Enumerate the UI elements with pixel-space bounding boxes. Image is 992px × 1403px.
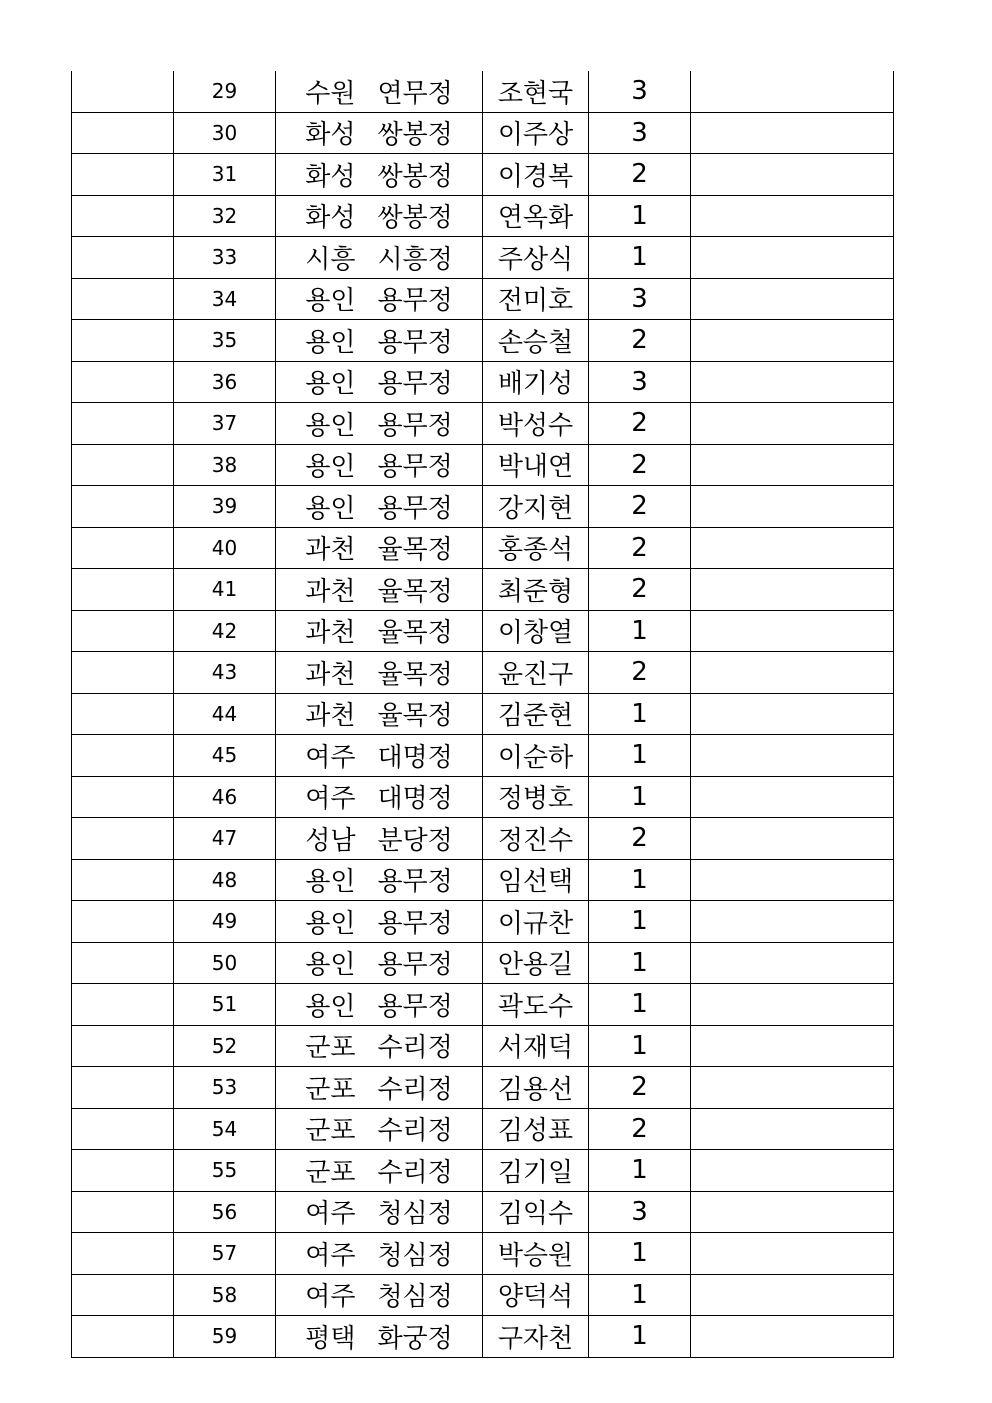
count-cell: 1	[589, 1233, 691, 1275]
member-name: 서재덕	[483, 1025, 589, 1067]
club-name: 청심정	[377, 1199, 453, 1230]
row-number: 52	[174, 1025, 276, 1067]
row-number: 35	[174, 320, 276, 362]
table-row	[72, 71, 894, 112]
club-region: 여주	[305, 742, 356, 773]
member-name: 김용선	[483, 1067, 589, 1109]
club-cell	[276, 486, 483, 528]
member-name: 조현국	[483, 71, 589, 112]
note-cell	[691, 776, 894, 818]
club-cell	[276, 71, 483, 112]
club-region: 과천	[305, 701, 356, 732]
count-cell: 1	[589, 237, 691, 279]
member-name: 이주상	[483, 112, 589, 154]
club-name: 수리정	[377, 1157, 453, 1188]
member-name: 연옥화	[483, 195, 589, 237]
table-row	[72, 1191, 894, 1233]
table-row	[72, 237, 894, 279]
club-region: 용인	[305, 908, 356, 939]
club-name: 청심정	[377, 1240, 453, 1271]
note-cell	[691, 1316, 894, 1358]
note-cell	[691, 444, 894, 486]
club-region: 여주	[305, 784, 356, 815]
table-row	[72, 361, 894, 403]
table-row	[72, 486, 894, 528]
club-cell	[276, 444, 483, 486]
club-name: 율목정	[377, 535, 453, 566]
note-cell	[691, 1067, 894, 1109]
table-row	[72, 278, 894, 320]
member-name: 배기성	[483, 361, 589, 403]
row-number: 36	[174, 361, 276, 403]
row-number: 41	[174, 569, 276, 611]
club-region: 과천	[305, 535, 356, 566]
table-row	[72, 320, 894, 362]
blank-cell	[72, 610, 174, 652]
row-number: 32	[174, 195, 276, 237]
row-number: 38	[174, 444, 276, 486]
club-cell	[276, 901, 483, 943]
club-cell	[276, 320, 483, 362]
blank-cell	[72, 278, 174, 320]
club-name: 쌍봉정	[377, 161, 453, 192]
row-number: 40	[174, 527, 276, 569]
table-row	[72, 1316, 894, 1358]
row-number: 57	[174, 1233, 276, 1275]
participant-table	[71, 71, 894, 1358]
club-name: 율목정	[377, 701, 453, 732]
member-name: 정진수	[483, 818, 589, 860]
count-cell: 2	[589, 652, 691, 694]
count-cell: 2	[589, 320, 691, 362]
member-name: 전미호	[483, 278, 589, 320]
club-region: 군포	[305, 1116, 356, 1147]
table-row	[72, 735, 894, 777]
row-number: 30	[174, 112, 276, 154]
blank-cell	[72, 320, 174, 362]
count-cell: 2	[589, 486, 691, 528]
note-cell	[691, 818, 894, 860]
blank-cell	[72, 361, 174, 403]
club-region: 용인	[305, 410, 356, 441]
club-cell	[276, 1108, 483, 1150]
club-region: 화성	[305, 161, 356, 192]
note-cell	[691, 320, 894, 362]
blank-cell	[72, 1316, 174, 1358]
note-cell	[691, 486, 894, 528]
row-number: 47	[174, 818, 276, 860]
club-name: 화궁정	[377, 1323, 453, 1354]
club-region: 과천	[305, 618, 356, 649]
blank-cell	[72, 195, 174, 237]
blank-cell	[72, 776, 174, 818]
count-cell: 3	[589, 112, 691, 154]
member-name: 김기일	[483, 1150, 589, 1192]
club-name: 수리정	[377, 1033, 453, 1064]
member-name: 안용길	[483, 942, 589, 984]
club-name: 용무정	[377, 867, 453, 898]
blank-cell	[72, 1191, 174, 1233]
club-region: 화성	[305, 203, 356, 234]
note-cell	[691, 693, 894, 735]
member-name: 곽도수	[483, 984, 589, 1026]
count-cell: 2	[589, 818, 691, 860]
club-cell	[276, 1274, 483, 1316]
note-cell	[691, 901, 894, 943]
member-name: 강지현	[483, 486, 589, 528]
row-number: 33	[174, 237, 276, 279]
club-cell	[276, 735, 483, 777]
row-number: 37	[174, 403, 276, 445]
club-region: 용인	[305, 950, 356, 981]
club-name: 청심정	[377, 1282, 453, 1313]
club-name: 용무정	[377, 908, 453, 939]
note-cell	[691, 1191, 894, 1233]
note-cell	[691, 195, 894, 237]
note-cell	[691, 859, 894, 901]
table-row	[72, 984, 894, 1026]
club-region: 성남	[305, 825, 356, 856]
club-region: 용인	[305, 867, 356, 898]
row-number: 51	[174, 984, 276, 1026]
club-region: 용인	[305, 991, 356, 1022]
count-cell: 1	[589, 901, 691, 943]
club-cell	[276, 237, 483, 279]
count-cell: 1	[589, 1150, 691, 1192]
club-cell	[276, 195, 483, 237]
club-cell	[276, 569, 483, 611]
club-name: 대명정	[377, 742, 453, 773]
count-cell: 2	[589, 569, 691, 611]
note-cell	[691, 984, 894, 1026]
row-number: 44	[174, 693, 276, 735]
blank-cell	[72, 901, 174, 943]
table-row	[72, 112, 894, 154]
member-name: 이경복	[483, 154, 589, 196]
club-region: 용인	[305, 286, 356, 317]
club-name: 시흥정	[377, 244, 453, 275]
member-name: 임선택	[483, 859, 589, 901]
count-cell: 3	[589, 278, 691, 320]
club-cell	[276, 112, 483, 154]
table-row	[72, 1067, 894, 1109]
row-number: 58	[174, 1274, 276, 1316]
table-row	[72, 776, 894, 818]
club-cell	[276, 1067, 483, 1109]
club-region: 용인	[305, 369, 356, 400]
table-row	[72, 610, 894, 652]
club-name: 용무정	[377, 950, 453, 981]
count-cell: 3	[589, 71, 691, 112]
member-name: 김익수	[483, 1191, 589, 1233]
row-number: 50	[174, 942, 276, 984]
row-number: 53	[174, 1067, 276, 1109]
member-name: 김성표	[483, 1108, 589, 1150]
club-region: 수원	[305, 78, 356, 109]
blank-cell	[72, 818, 174, 860]
club-region: 여주	[305, 1282, 356, 1313]
club-name: 쌍봉정	[377, 120, 453, 151]
row-number: 42	[174, 610, 276, 652]
count-cell: 3	[589, 361, 691, 403]
row-number: 59	[174, 1316, 276, 1358]
club-cell	[276, 1233, 483, 1275]
blank-cell	[72, 984, 174, 1026]
club-name: 용무정	[377, 369, 453, 400]
note-cell	[691, 361, 894, 403]
note-cell	[691, 1108, 894, 1150]
table-row	[72, 818, 894, 860]
club-name: 율목정	[377, 618, 453, 649]
club-name: 용무정	[377, 452, 453, 483]
count-cell: 1	[589, 735, 691, 777]
note-cell	[691, 403, 894, 445]
club-cell	[276, 527, 483, 569]
table-row	[72, 1025, 894, 1067]
blank-cell	[72, 1025, 174, 1067]
note-cell	[691, 735, 894, 777]
club-name: 율목정	[377, 659, 453, 690]
note-cell	[691, 1150, 894, 1192]
club-cell	[276, 652, 483, 694]
note-cell	[691, 610, 894, 652]
club-region: 용인	[305, 452, 356, 483]
club-name: 대명정	[377, 784, 453, 815]
count-cell: 2	[589, 403, 691, 445]
club-name: 수리정	[377, 1116, 453, 1147]
blank-cell	[72, 1108, 174, 1150]
member-name: 이순하	[483, 735, 589, 777]
club-name: 쌍봉정	[377, 203, 453, 234]
blank-cell	[72, 1150, 174, 1192]
count-cell: 1	[589, 859, 691, 901]
table-row	[72, 1150, 894, 1192]
club-name: 율목정	[377, 576, 453, 607]
blank-cell	[72, 1274, 174, 1316]
club-region: 화성	[305, 120, 356, 151]
count-cell: 2	[589, 444, 691, 486]
blank-cell	[72, 112, 174, 154]
club-region: 군포	[305, 1157, 356, 1188]
club-name: 분당정	[377, 825, 453, 856]
club-region: 평택	[305, 1323, 356, 1354]
row-number: 49	[174, 901, 276, 943]
participant-table-body	[72, 71, 894, 1357]
club-cell	[276, 818, 483, 860]
count-cell: 2	[589, 527, 691, 569]
member-name: 윤진구	[483, 652, 589, 694]
member-name: 주상식	[483, 237, 589, 279]
member-name: 이창열	[483, 610, 589, 652]
note-cell	[691, 1274, 894, 1316]
table-row	[72, 569, 894, 611]
blank-cell	[72, 735, 174, 777]
club-cell	[276, 984, 483, 1026]
table-row	[72, 154, 894, 196]
table-row	[72, 1274, 894, 1316]
count-cell: 1	[589, 984, 691, 1026]
club-region: 과천	[305, 659, 356, 690]
row-number: 31	[174, 154, 276, 196]
club-region: 시흥	[305, 244, 356, 275]
count-cell: 2	[589, 1108, 691, 1150]
row-number: 34	[174, 278, 276, 320]
blank-cell	[72, 154, 174, 196]
club-name: 용무정	[377, 493, 453, 524]
club-cell	[276, 1150, 483, 1192]
member-name: 박성수	[483, 403, 589, 445]
count-cell: 1	[589, 610, 691, 652]
note-cell	[691, 569, 894, 611]
row-number: 48	[174, 859, 276, 901]
row-number: 46	[174, 776, 276, 818]
count-cell: 1	[589, 942, 691, 984]
row-number: 29	[174, 71, 276, 112]
row-number: 43	[174, 652, 276, 694]
count-cell: 2	[589, 1067, 691, 1109]
blank-cell	[72, 403, 174, 445]
member-name: 홍종석	[483, 527, 589, 569]
member-name: 손승철	[483, 320, 589, 362]
note-cell	[691, 154, 894, 196]
club-cell	[276, 776, 483, 818]
blank-cell	[72, 71, 174, 112]
club-cell	[276, 1191, 483, 1233]
blank-cell	[72, 237, 174, 279]
member-name: 구자천	[483, 1316, 589, 1358]
count-cell: 1	[589, 1316, 691, 1358]
member-name: 박승원	[483, 1233, 589, 1275]
club-cell	[276, 278, 483, 320]
blank-cell	[72, 569, 174, 611]
row-number: 45	[174, 735, 276, 777]
table-row	[72, 693, 894, 735]
table-row	[72, 1233, 894, 1275]
club-cell	[276, 610, 483, 652]
member-name: 이규찬	[483, 901, 589, 943]
club-name: 용무정	[377, 286, 453, 317]
table-row	[72, 527, 894, 569]
member-name: 박내연	[483, 444, 589, 486]
club-region: 과천	[305, 576, 356, 607]
table-row	[72, 195, 894, 237]
note-cell	[691, 652, 894, 694]
count-cell: 1	[589, 195, 691, 237]
club-name: 연무정	[377, 78, 453, 109]
blank-cell	[72, 486, 174, 528]
member-name: 최준형	[483, 569, 589, 611]
note-cell	[691, 1233, 894, 1275]
table-row	[72, 1108, 894, 1150]
club-cell	[276, 154, 483, 196]
count-cell: 1	[589, 1274, 691, 1316]
blank-cell	[72, 527, 174, 569]
blank-cell	[72, 693, 174, 735]
row-number: 56	[174, 1191, 276, 1233]
club-cell	[276, 403, 483, 445]
note-cell	[691, 71, 894, 112]
blank-cell	[72, 1067, 174, 1109]
note-cell	[691, 942, 894, 984]
member-name: 양덕석	[483, 1274, 589, 1316]
blank-cell	[72, 859, 174, 901]
count-cell: 1	[589, 693, 691, 735]
club-region: 군포	[305, 1074, 356, 1105]
club-region: 군포	[305, 1033, 356, 1064]
club-name: 용무정	[377, 410, 453, 441]
count-cell: 2	[589, 154, 691, 196]
member-name: 김준현	[483, 693, 589, 735]
table-row	[72, 942, 894, 984]
club-region: 용인	[305, 327, 356, 358]
blank-cell	[72, 652, 174, 694]
club-region: 용인	[305, 493, 356, 524]
club-cell	[276, 859, 483, 901]
club-cell	[276, 361, 483, 403]
blank-cell	[72, 444, 174, 486]
club-region: 여주	[305, 1199, 356, 1230]
club-cell	[276, 1025, 483, 1067]
club-name: 용무정	[377, 327, 453, 358]
count-cell: 1	[589, 776, 691, 818]
count-cell: 3	[589, 1191, 691, 1233]
table-row	[72, 444, 894, 486]
row-number: 55	[174, 1150, 276, 1192]
note-cell	[691, 237, 894, 279]
table-row	[72, 652, 894, 694]
blank-cell	[72, 1233, 174, 1275]
club-cell	[276, 693, 483, 735]
table-row	[72, 901, 894, 943]
club-name: 용무정	[377, 991, 453, 1022]
table-row	[72, 403, 894, 445]
table-row	[72, 859, 894, 901]
note-cell	[691, 112, 894, 154]
club-cell	[276, 942, 483, 984]
row-number: 54	[174, 1108, 276, 1150]
row-number: 39	[174, 486, 276, 528]
club-name: 수리정	[377, 1074, 453, 1105]
club-cell	[276, 1316, 483, 1358]
note-cell	[691, 527, 894, 569]
count-cell: 1	[589, 1025, 691, 1067]
member-name: 정병호	[483, 776, 589, 818]
blank-cell	[72, 942, 174, 984]
club-region: 여주	[305, 1240, 356, 1271]
note-cell	[691, 278, 894, 320]
note-cell	[691, 1025, 894, 1067]
